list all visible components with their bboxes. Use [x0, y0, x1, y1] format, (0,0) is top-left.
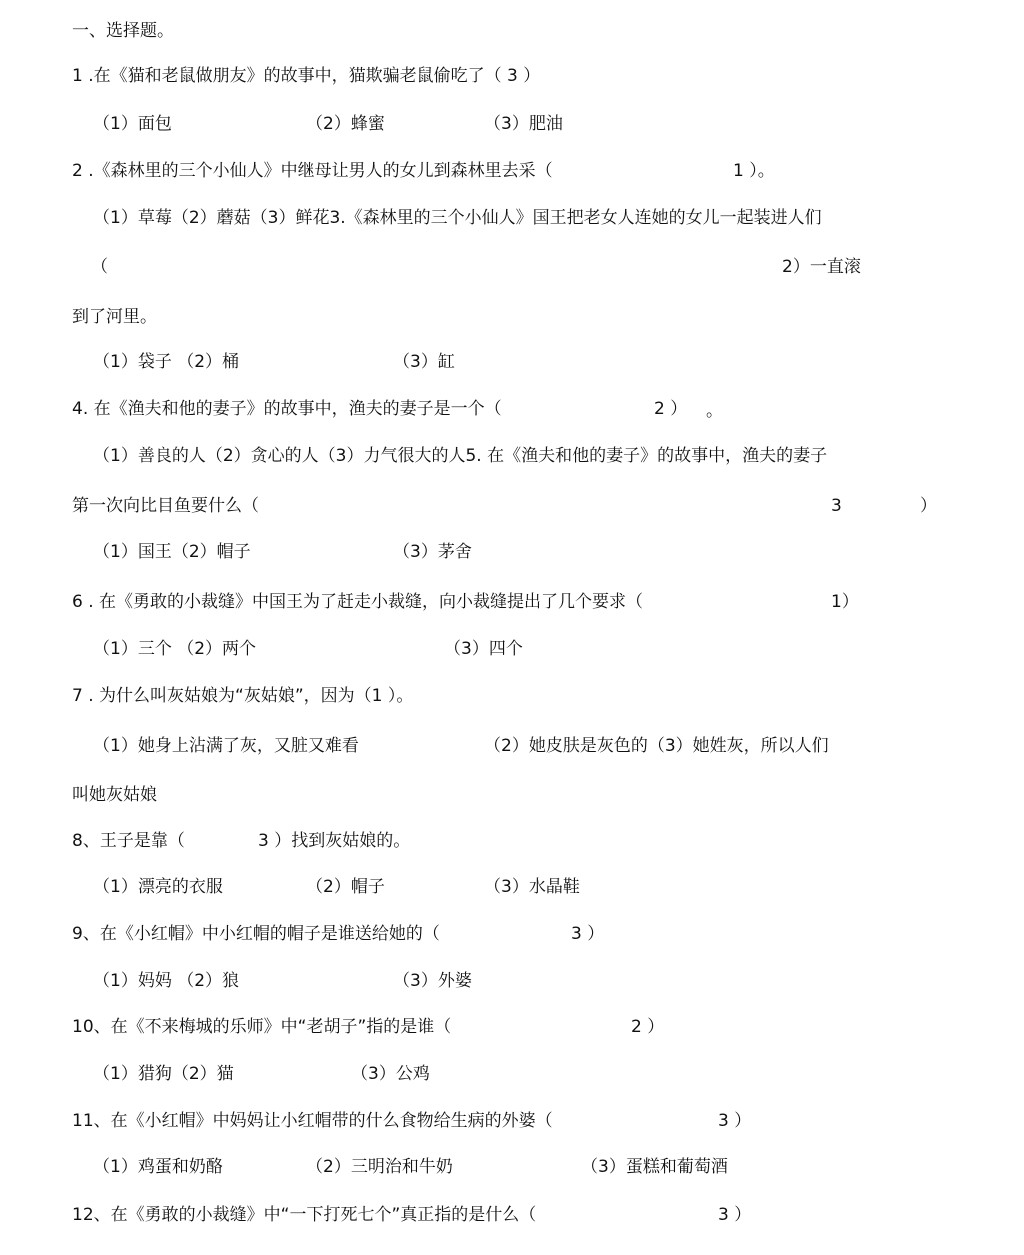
answer: 3 ）: [718, 1111, 752, 1131]
paren-open: （: [91, 257, 108, 277]
option: （3）缸: [393, 352, 455, 372]
option: （1）袋子 （2）桶: [93, 352, 240, 372]
question-5-continued: 第一次向比目鱼要什么（: [72, 496, 259, 516]
question-9: 9、在《小红帽》中小红帽的帽子是谁送给她的（: [72, 924, 440, 944]
option: （2）她皮肤是灰色的（3）她姓灰，所以人们: [484, 736, 829, 756]
option: （2）帽子: [306, 877, 385, 897]
option: （1）面包: [93, 114, 172, 134]
answer: 3 ）: [718, 1205, 752, 1225]
answer: 1）: [831, 592, 859, 612]
answer: 3: [831, 496, 842, 516]
option: （1）国王（2）帽子: [93, 542, 251, 562]
question-4-options-and-question-5: （1）善良的人（2）贪心的人（3）力气很大的人5. 在《渔夫和他的妻子》的故事中，渔夫的妻子: [93, 446, 828, 466]
option: （3）茅舍: [393, 542, 472, 562]
option: （2）蜂蜜: [306, 114, 385, 134]
question-10: 10、在《不来梅城的乐师》中“老胡子”指的是谁（: [72, 1017, 452, 1037]
option: （3）肥油: [484, 114, 563, 134]
question-1: 1 .在《猫和老鼠做朋友》的故事中，猫欺骗老鼠偷吃了（ 3 ）: [72, 66, 541, 86]
option: （1）妈妈 （2）狼: [93, 971, 240, 991]
section-title: 一、选择题。: [72, 21, 174, 41]
option: （3）水晶鞋: [484, 877, 580, 897]
option: （3）蛋糕和葡萄酒: [581, 1157, 728, 1177]
option: （2）三明治和牛奶: [306, 1157, 453, 1177]
option: （1）漂亮的衣服: [93, 877, 223, 897]
question-7-continued: 叫她灰姑娘: [72, 785, 157, 805]
answer: 2 ）: [631, 1017, 665, 1037]
answer: 2）一直滚: [782, 257, 861, 277]
option: （3）公鸡: [351, 1064, 430, 1084]
question-8: 8、王子是靠（: [72, 831, 185, 851]
question-4: 4. 在《渔夫和他的妻子》的故事中，渔夫的妻子是一个（: [72, 399, 502, 419]
question-2: 2 .《森林里的三个小仙人》中继母让男人的女儿到森林里去采（: [72, 161, 553, 181]
question-12: 12、在《勇敢的小裁缝》中“一下打死七个”真正指的是什么（: [72, 1205, 537, 1225]
question-7: 7 . 为什么叫灰姑娘为“灰姑娘”，因为（1 ）。: [72, 686, 414, 706]
paren-close: ）: [920, 496, 937, 516]
question-6: 6 . 在《勇敢的小裁缝》中国王为了赶走小裁缝，向小裁缝提出了几个要求（: [72, 592, 644, 612]
answer: 2 ）: [654, 399, 688, 419]
question-11: 11、在《小红帽》中妈妈让小红帽带的什么食物给生病的外婆（: [72, 1111, 553, 1131]
punctuation: 。: [706, 401, 723, 421]
option: （1）三个 （2）两个: [93, 639, 257, 659]
option: （1）鸡蛋和奶酪: [93, 1157, 223, 1177]
option: （3）外婆: [393, 971, 472, 991]
answer: 3 ）: [571, 924, 605, 944]
option: （1）她身上沾满了灰，又脏又难看: [93, 736, 359, 756]
question-2-options-and-question-3: （1）草莓（2）蘑菇（3）鲜花3.《森林里的三个小仙人》国王把老女人连她的女儿一起装进人们: [93, 208, 822, 228]
option: （3）四个: [444, 639, 523, 659]
question-3-continued: 到了河里。: [72, 307, 157, 327]
option: （1）猎狗（2）猫: [93, 1064, 234, 1084]
answer: 1 ）。: [733, 161, 775, 181]
answer: 3 ）找到灰姑娘的。: [258, 831, 411, 851]
